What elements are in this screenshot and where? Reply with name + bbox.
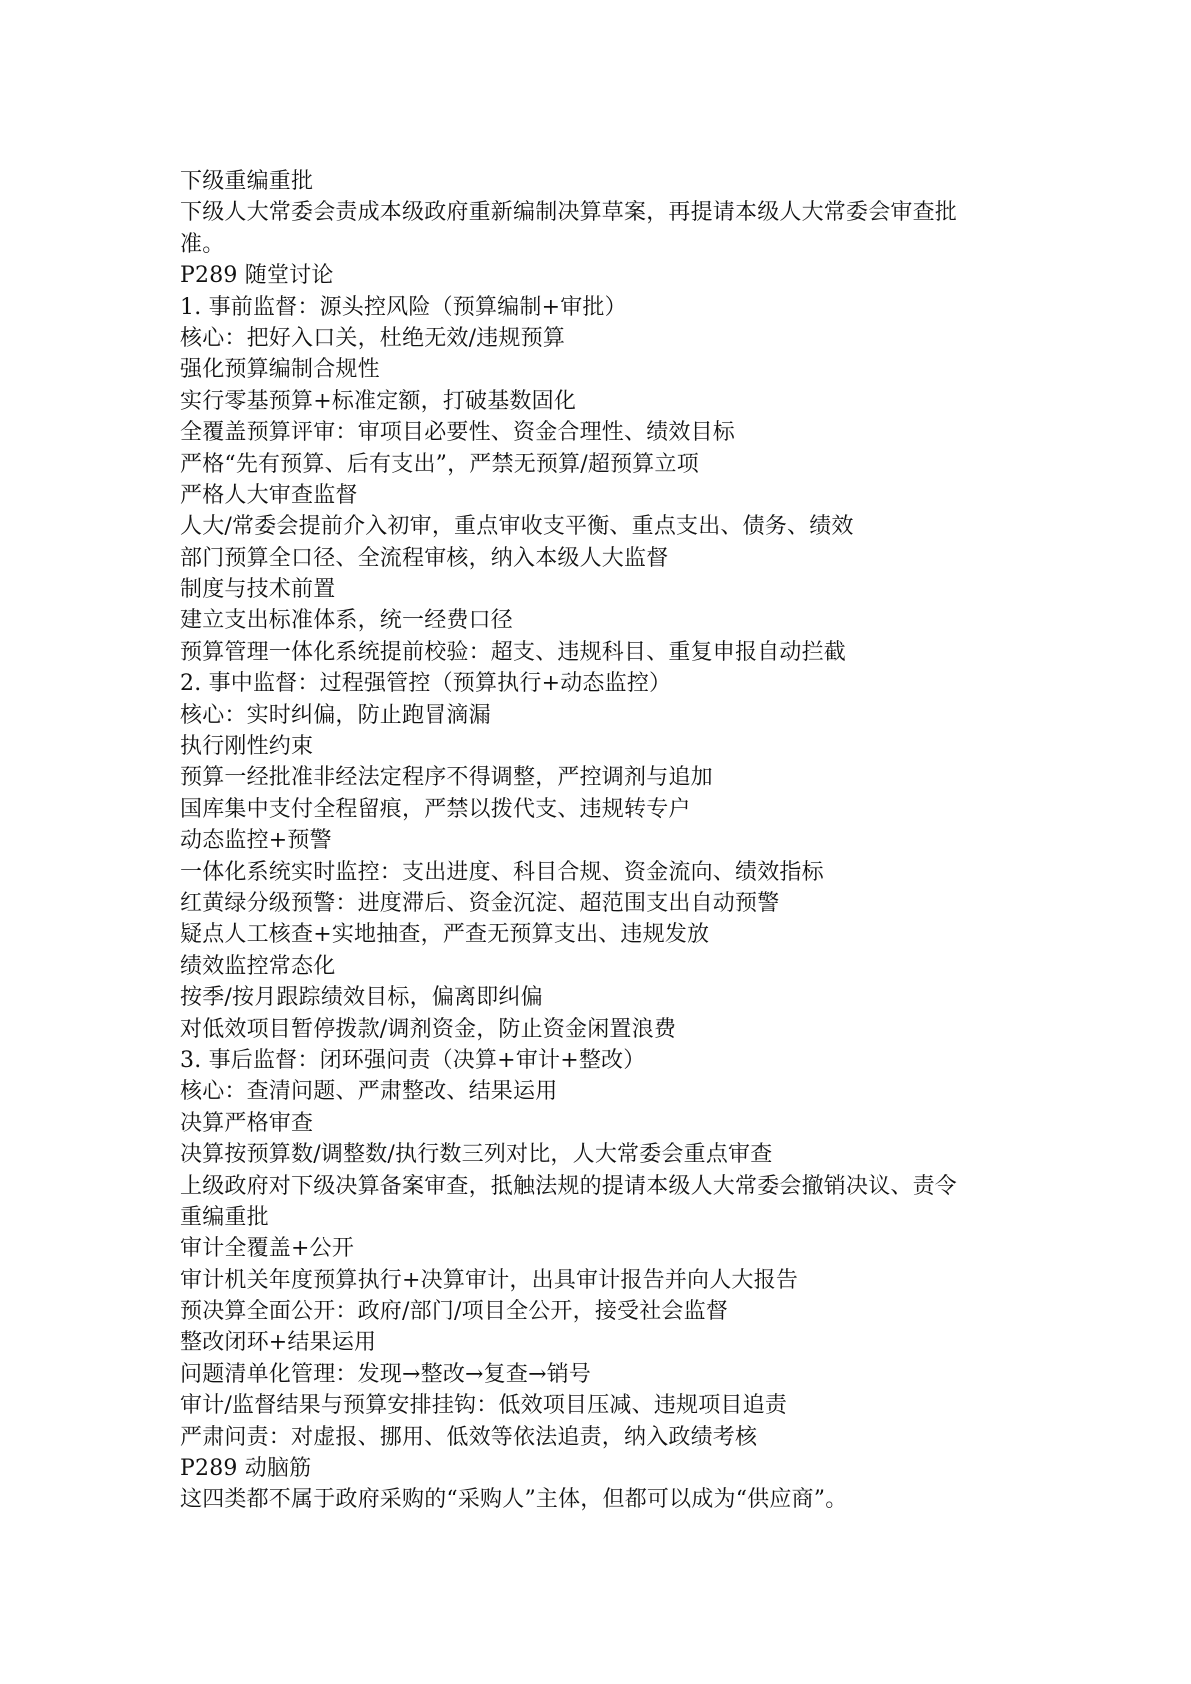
text-line: 制度与技术前置 bbox=[180, 577, 336, 603]
text-line: 重编重批 bbox=[180, 1204, 269, 1230]
text-line: 上级政府对下级决算备案审查，抵触法规的提请本级人大常委会撤销决议、责令 bbox=[180, 1173, 958, 1199]
text-line: 准。 bbox=[180, 231, 225, 257]
text-line: 整改闭环+结果运用 bbox=[180, 1330, 377, 1356]
text-line: 这四类都不属于政府采购的“采购人”主体，但都可以成为“供应商”。 bbox=[180, 1487, 848, 1513]
text-line: 强化预算编制合规性 bbox=[180, 357, 380, 383]
text-line: 严肃问责：对虚报、挪用、低效等依法追责，纳入政绩考核 bbox=[180, 1424, 758, 1450]
text-line: 按季/按月跟踪绩效目标，偏离即纠偏 bbox=[180, 985, 543, 1011]
text-line: 国库集中支付全程留痕，严禁以拨代支、违规转专户 bbox=[180, 796, 691, 822]
text-line: 审计全覆盖+公开 bbox=[180, 1236, 355, 1262]
text-line: 预决算全面公开：政府/部门/项目全公开，接受社会监督 bbox=[180, 1299, 729, 1325]
text-line: 问题清单化管理：发现→整改→复查→销号 bbox=[180, 1361, 592, 1387]
text-line: 核心：实时纠偏，防止跑冒滴漏 bbox=[180, 702, 491, 728]
text-line: 下级人大常委会责成本级政府重新编制决算草案，再提请本级人大常委会审查批 bbox=[180, 200, 958, 226]
text-line: 核心：查清问题、严肃整改、结果运用 bbox=[180, 1079, 558, 1105]
text-line: 预算管理一体化系统提前校验：超支、违规科目、重复申报自动拦截 bbox=[180, 639, 847, 665]
text-line: 预算一经批准非经法定程序不得调整，严控调剂与追加 bbox=[180, 765, 713, 791]
text-line: 实行零基预算+标准定额，打破基数固化 bbox=[180, 388, 577, 414]
text-line: 全覆盖预算评审：审项目必要性、资金合理性、绩效目标 bbox=[180, 420, 736, 446]
text-line: 人大/常委会提前介入初审，重点审收支平衡、重点支出、债务、绩效 bbox=[180, 514, 854, 540]
text-line: 严格“先有预算、后有支出”，严禁无预算/超预算立项 bbox=[180, 451, 699, 477]
text-line: 决算严格审查 bbox=[180, 1110, 314, 1136]
section-heading: P289 随堂讨论 bbox=[180, 263, 334, 289]
text-line: 执行刚性约束 bbox=[180, 734, 314, 760]
text-line: 2. 事中监督：过程强管控（预算执行+动态监控） bbox=[180, 671, 672, 697]
text-line: 3. 事后监督：闭环强问责（决算+审计+整改） bbox=[180, 1047, 646, 1073]
text-line: 决算按预算数/调整数/执行数三列对比，人大常委会重点审查 bbox=[180, 1142, 773, 1168]
text-line: 疑点人工核查+实地抽查，严查无预算支出、违规发放 bbox=[180, 922, 710, 948]
text-line: 对低效项目暂停拨款/调剂资金，防止资金闲置浪费 bbox=[180, 1016, 677, 1042]
text-line: 绩效监控常态化 bbox=[180, 953, 336, 979]
text-line: 红黄绿分级预警：进度滞后、资金沉淀、超范围支出自动预警 bbox=[180, 890, 780, 916]
text-line: 下级重编重批 bbox=[180, 169, 314, 194]
text-line: 审计/监督结果与预算安排挂钩：低效项目压减、违规项目追责 bbox=[180, 1393, 788, 1419]
section-heading: P289 动脑筋 bbox=[180, 1456, 312, 1482]
text-line: 建立支出标准体系，统一经费口径 bbox=[180, 608, 514, 634]
text-line: 1. 事前监督：源头控风险（预算编制+审批） bbox=[180, 294, 627, 320]
text-line: 部门预算全口径、全流程审核，纳入本级人大监督 bbox=[180, 545, 669, 571]
text-line: 审计机关年度预算执行+决算审计，出具审计报告并向人大报告 bbox=[180, 1267, 799, 1293]
text-line: 一体化系统实时监控：支出进度、科目合规、资金流向、绩效指标 bbox=[180, 859, 824, 885]
text-line: 动态监控+预警 bbox=[180, 828, 332, 854]
text-line: 严格人大审查监督 bbox=[180, 482, 358, 508]
text-line: 核心：把好入口关，杜绝无效/违规预算 bbox=[180, 325, 566, 351]
document-body bbox=[180, 166, 1040, 1516]
